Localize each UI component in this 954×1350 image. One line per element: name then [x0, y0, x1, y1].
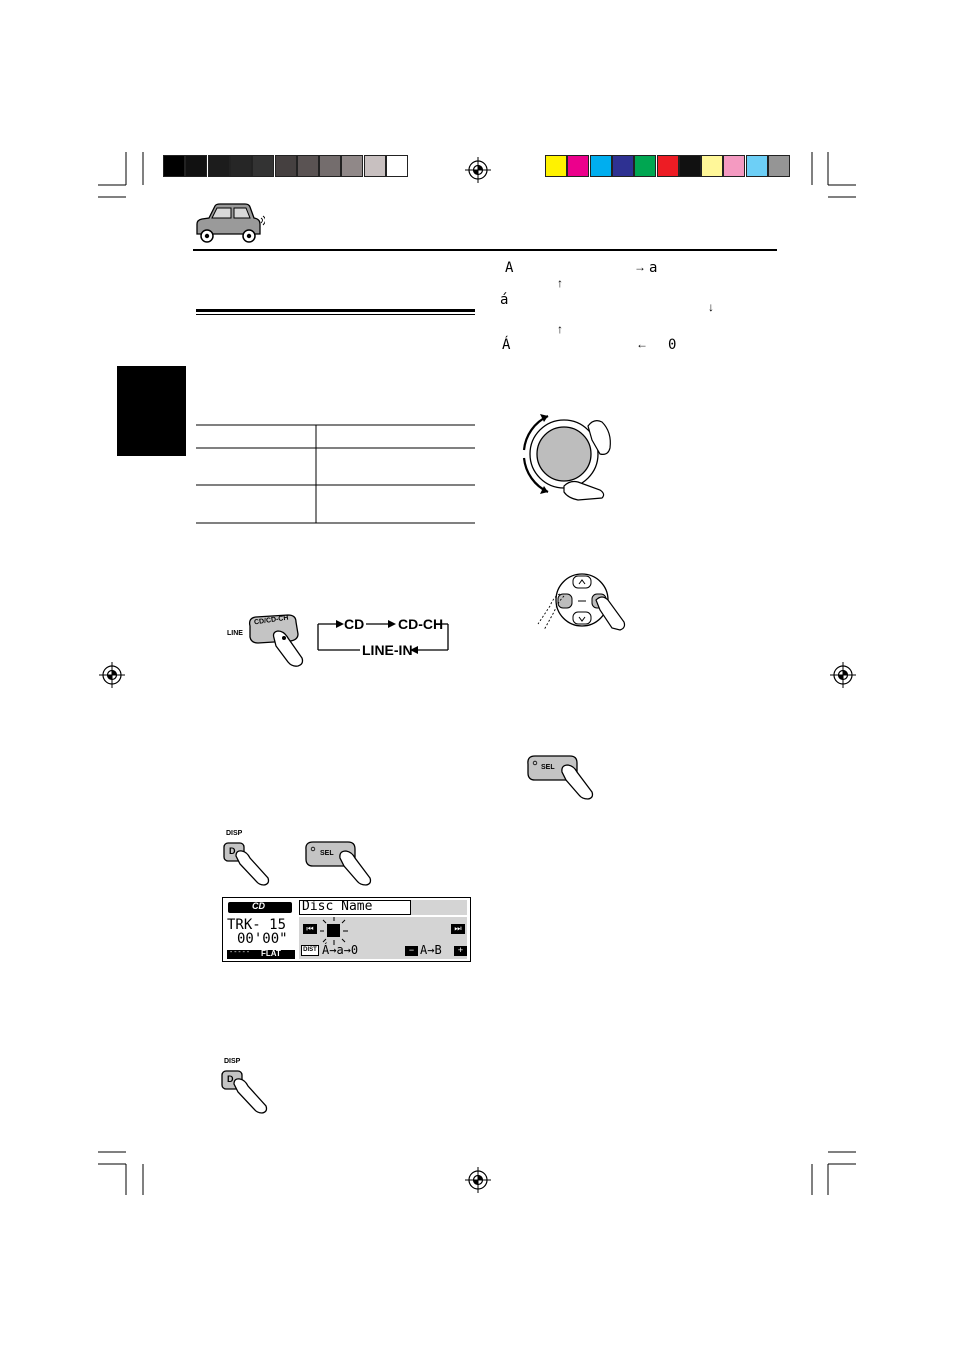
- disp-label: DISP: [226, 830, 243, 837]
- car-icon: [193, 200, 265, 246]
- flow-step-cd: CD: [344, 616, 365, 632]
- minus-icon: −: [405, 946, 418, 956]
- arrow-down-icon: ↓: [708, 300, 714, 314]
- language-tab: [117, 366, 186, 456]
- dist-tag: DIST: [301, 945, 319, 956]
- disp-key-label: D: [229, 846, 236, 856]
- section-rule: [196, 309, 475, 312]
- eq-mode: FLAT: [261, 949, 281, 958]
- registration-target-top: [465, 157, 491, 183]
- eq-bar: ----- FLAT: [227, 950, 295, 959]
- char-row2-start: á: [500, 292, 509, 308]
- line-label: LINE: [227, 630, 243, 637]
- direction-pad-icon: [526, 572, 638, 632]
- sel-button-press-icon-2: [524, 752, 596, 800]
- cd-button-label: CD/CD-CH: [253, 614, 289, 627]
- lcd-display: [222, 897, 471, 962]
- header-rule: [193, 249, 777, 251]
- char-row3-start: Á: [502, 337, 511, 353]
- info-table: [196, 424, 476, 524]
- sel-key-label-2: SEL: [541, 764, 555, 771]
- plus-icon: +: [454, 946, 467, 956]
- char-hint: Á→a→0: [322, 943, 359, 957]
- flow-step-line-in: LINE-IN: [362, 642, 413, 658]
- arrow-left-icon: ←: [636, 337, 648, 351]
- sel-key-label: SEL: [320, 850, 334, 857]
- registration-target-right: [830, 662, 856, 688]
- time-readout: 00'00": [237, 931, 288, 947]
- disp-label-2: DISP: [224, 1058, 241, 1065]
- skip-forward-icon: ⏭: [451, 924, 465, 934]
- cd-logo: CD: [228, 902, 292, 913]
- arrow-up-icon-2: ↑: [557, 322, 563, 336]
- blinking-cursor-icon: [319, 916, 349, 946]
- disp-key-label-2: D: [227, 1074, 234, 1084]
- control-dial-icon: [518, 410, 618, 502]
- char-row3-end: 0: [668, 337, 677, 353]
- name-field-label: Disc Name: [302, 899, 373, 914]
- track-readout: TRK- 15: [227, 917, 287, 933]
- arrow-up-icon: ↑: [557, 276, 563, 290]
- flow-step-cd-ch: CD-CH: [398, 616, 444, 632]
- registration-target-bottom: [465, 1167, 491, 1193]
- skip-back-icon: ⏮: [303, 924, 317, 934]
- char-row1-end: a: [649, 260, 658, 276]
- arrow-right-icon: →: [634, 260, 646, 274]
- char-row1-start: A: [505, 260, 514, 276]
- move-hint: A→B: [420, 943, 442, 957]
- registration-target-left: [99, 662, 125, 688]
- sel-button-press-icon: [302, 838, 374, 886]
- name-field: [299, 900, 467, 915]
